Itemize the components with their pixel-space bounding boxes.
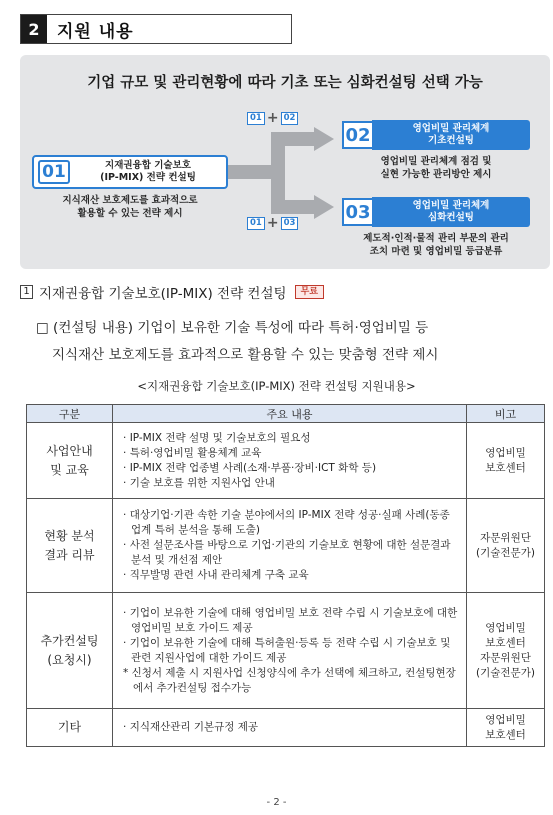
table-row xyxy=(27,709,545,747)
support-content-table xyxy=(26,404,545,747)
option-01-description: 지식재산 보호제도를 효과적으로 활용할 수 있는 전략 제시 xyxy=(62,195,198,219)
row-category: 현황 분석 결과 리뷰 xyxy=(27,499,113,593)
consulting-description-line-2: 지식재산 보호제도를 효과적으로 활용할 수 있는 맞춤형 전략 제시 xyxy=(52,347,439,363)
item-marker: 1 xyxy=(20,285,33,299)
table-row xyxy=(27,423,545,499)
table-row xyxy=(27,499,545,593)
table-header-row xyxy=(27,405,545,423)
free-badge: 무료 xyxy=(295,285,324,299)
option-03-description: 제도적·인적·물적 관리 부문의 관리 조치 마련 및 영업비밀 등급분류 xyxy=(363,233,509,257)
row-content: · 기업이 보유한 기술에 대해 영업비밀 보호 전략 수립 시 기술보호에 대한 영업비밀 보호 가이드 제공 · 기업이 보유한 기술에 대해 특허출원·등록 등 전략 수립 시 기술보호 및 관련 지원사업에 대한 가이드 제공 * 신청서 제출 시 지원사업 신청양식에 추가 선택에 체크하고, 컨설팅현장에서 추가컨설팅 접수가능 xyxy=(113,593,467,709)
option-02-box xyxy=(342,118,530,152)
consulting-description-line-1: □ (컨설팅 내용) 기업이 보유한 기술 특성에 따라 특허·영업비밀 등 xyxy=(36,320,429,336)
option-02-description: 영업비밀 관리체계 점검 및 실현 가능한 관리방안 제시 xyxy=(380,156,492,180)
row-category: 사업안내 및 교육 xyxy=(27,423,113,499)
table-row xyxy=(27,593,545,709)
section-title: 지원 내용 xyxy=(57,21,134,42)
header-category: 구분 xyxy=(27,405,113,423)
row-content: · 지식재산관리 기본규정 제공 xyxy=(113,709,467,747)
option-03-number: 03 xyxy=(342,198,374,226)
header-note: 비고 xyxy=(467,405,545,423)
row-note: 영업비밀 보호센터 xyxy=(467,709,545,747)
section-number: 2 xyxy=(21,15,47,43)
row-content: · IP-MIX 전략 설명 및 기술보호의 필요성 · 특허·영업비밀 활용체계 교육 · IP-MIX 전략 업종별 사례(소재·부품·장비·ICT 화학 등) · 기술 보호를 위한 지원사업 안내 xyxy=(113,423,467,499)
page-number: - 2 - xyxy=(266,797,287,808)
combo-01-02: 01 + 02 xyxy=(247,112,298,125)
option-01-label: 지재권융합 기술보호 (IP-MIX) 전략 컨설팅 xyxy=(100,160,196,183)
row-note: 영업비밀 보호센터 xyxy=(467,423,545,499)
option-03-label: 영업비밀 관리체계 심화컨설팅 xyxy=(372,197,530,227)
row-note: 영업비밀 보호센터 자문위원단 (기술전문가) xyxy=(467,593,545,709)
consulting-diagram xyxy=(20,55,550,269)
row-category: 기타 xyxy=(27,709,113,747)
combo-01-03: 01 + 03 xyxy=(247,217,298,230)
option-01-number: 01 xyxy=(38,160,70,184)
option-03-box xyxy=(342,195,530,229)
table-caption: <지재권융합 기술보호(IP-MIX) 전략 컨설팅 지원내용> xyxy=(137,379,416,393)
option-01-box xyxy=(32,155,228,189)
item-title: 지재권융합 기술보호(IP-MIX) 전략 컨설팅 xyxy=(39,286,287,302)
section-header xyxy=(20,14,292,44)
option-02-label: 영업비밀 관리체계 기초컨설팅 xyxy=(372,120,530,150)
row-note: 자문위원단 (기술전문가) xyxy=(467,499,545,593)
header-content: 주요 내용 xyxy=(113,405,467,423)
row-content: · 대상기업·기관 속한 기술 분야에서의 IP-MIX 전략 성공·실패 사례(동종업계 특허 분석을 통해 도출) · 사전 설문조사를 바탕으로 기업·기관의 기술보호 현황에 대한 설문결과 분석 및 개선점 제안 · 직무발명 관련 사내 관리체계 구축 교육 xyxy=(113,499,467,593)
row-category: 추가컨설팅 (요청시) xyxy=(27,593,113,709)
item-heading xyxy=(20,282,324,302)
diagram-headline: 기업 규모 및 관리현황에 따라 기초 또는 심화컨설팅 선택 가능 xyxy=(87,75,483,91)
row-footnote: * 신청서 제출 시 지원사업 신청양식에 추가 선택에 체크하고, 컨설팅현장에서 추가컨설팅 접수가능 xyxy=(123,666,456,694)
option-02-number: 02 xyxy=(342,121,374,149)
